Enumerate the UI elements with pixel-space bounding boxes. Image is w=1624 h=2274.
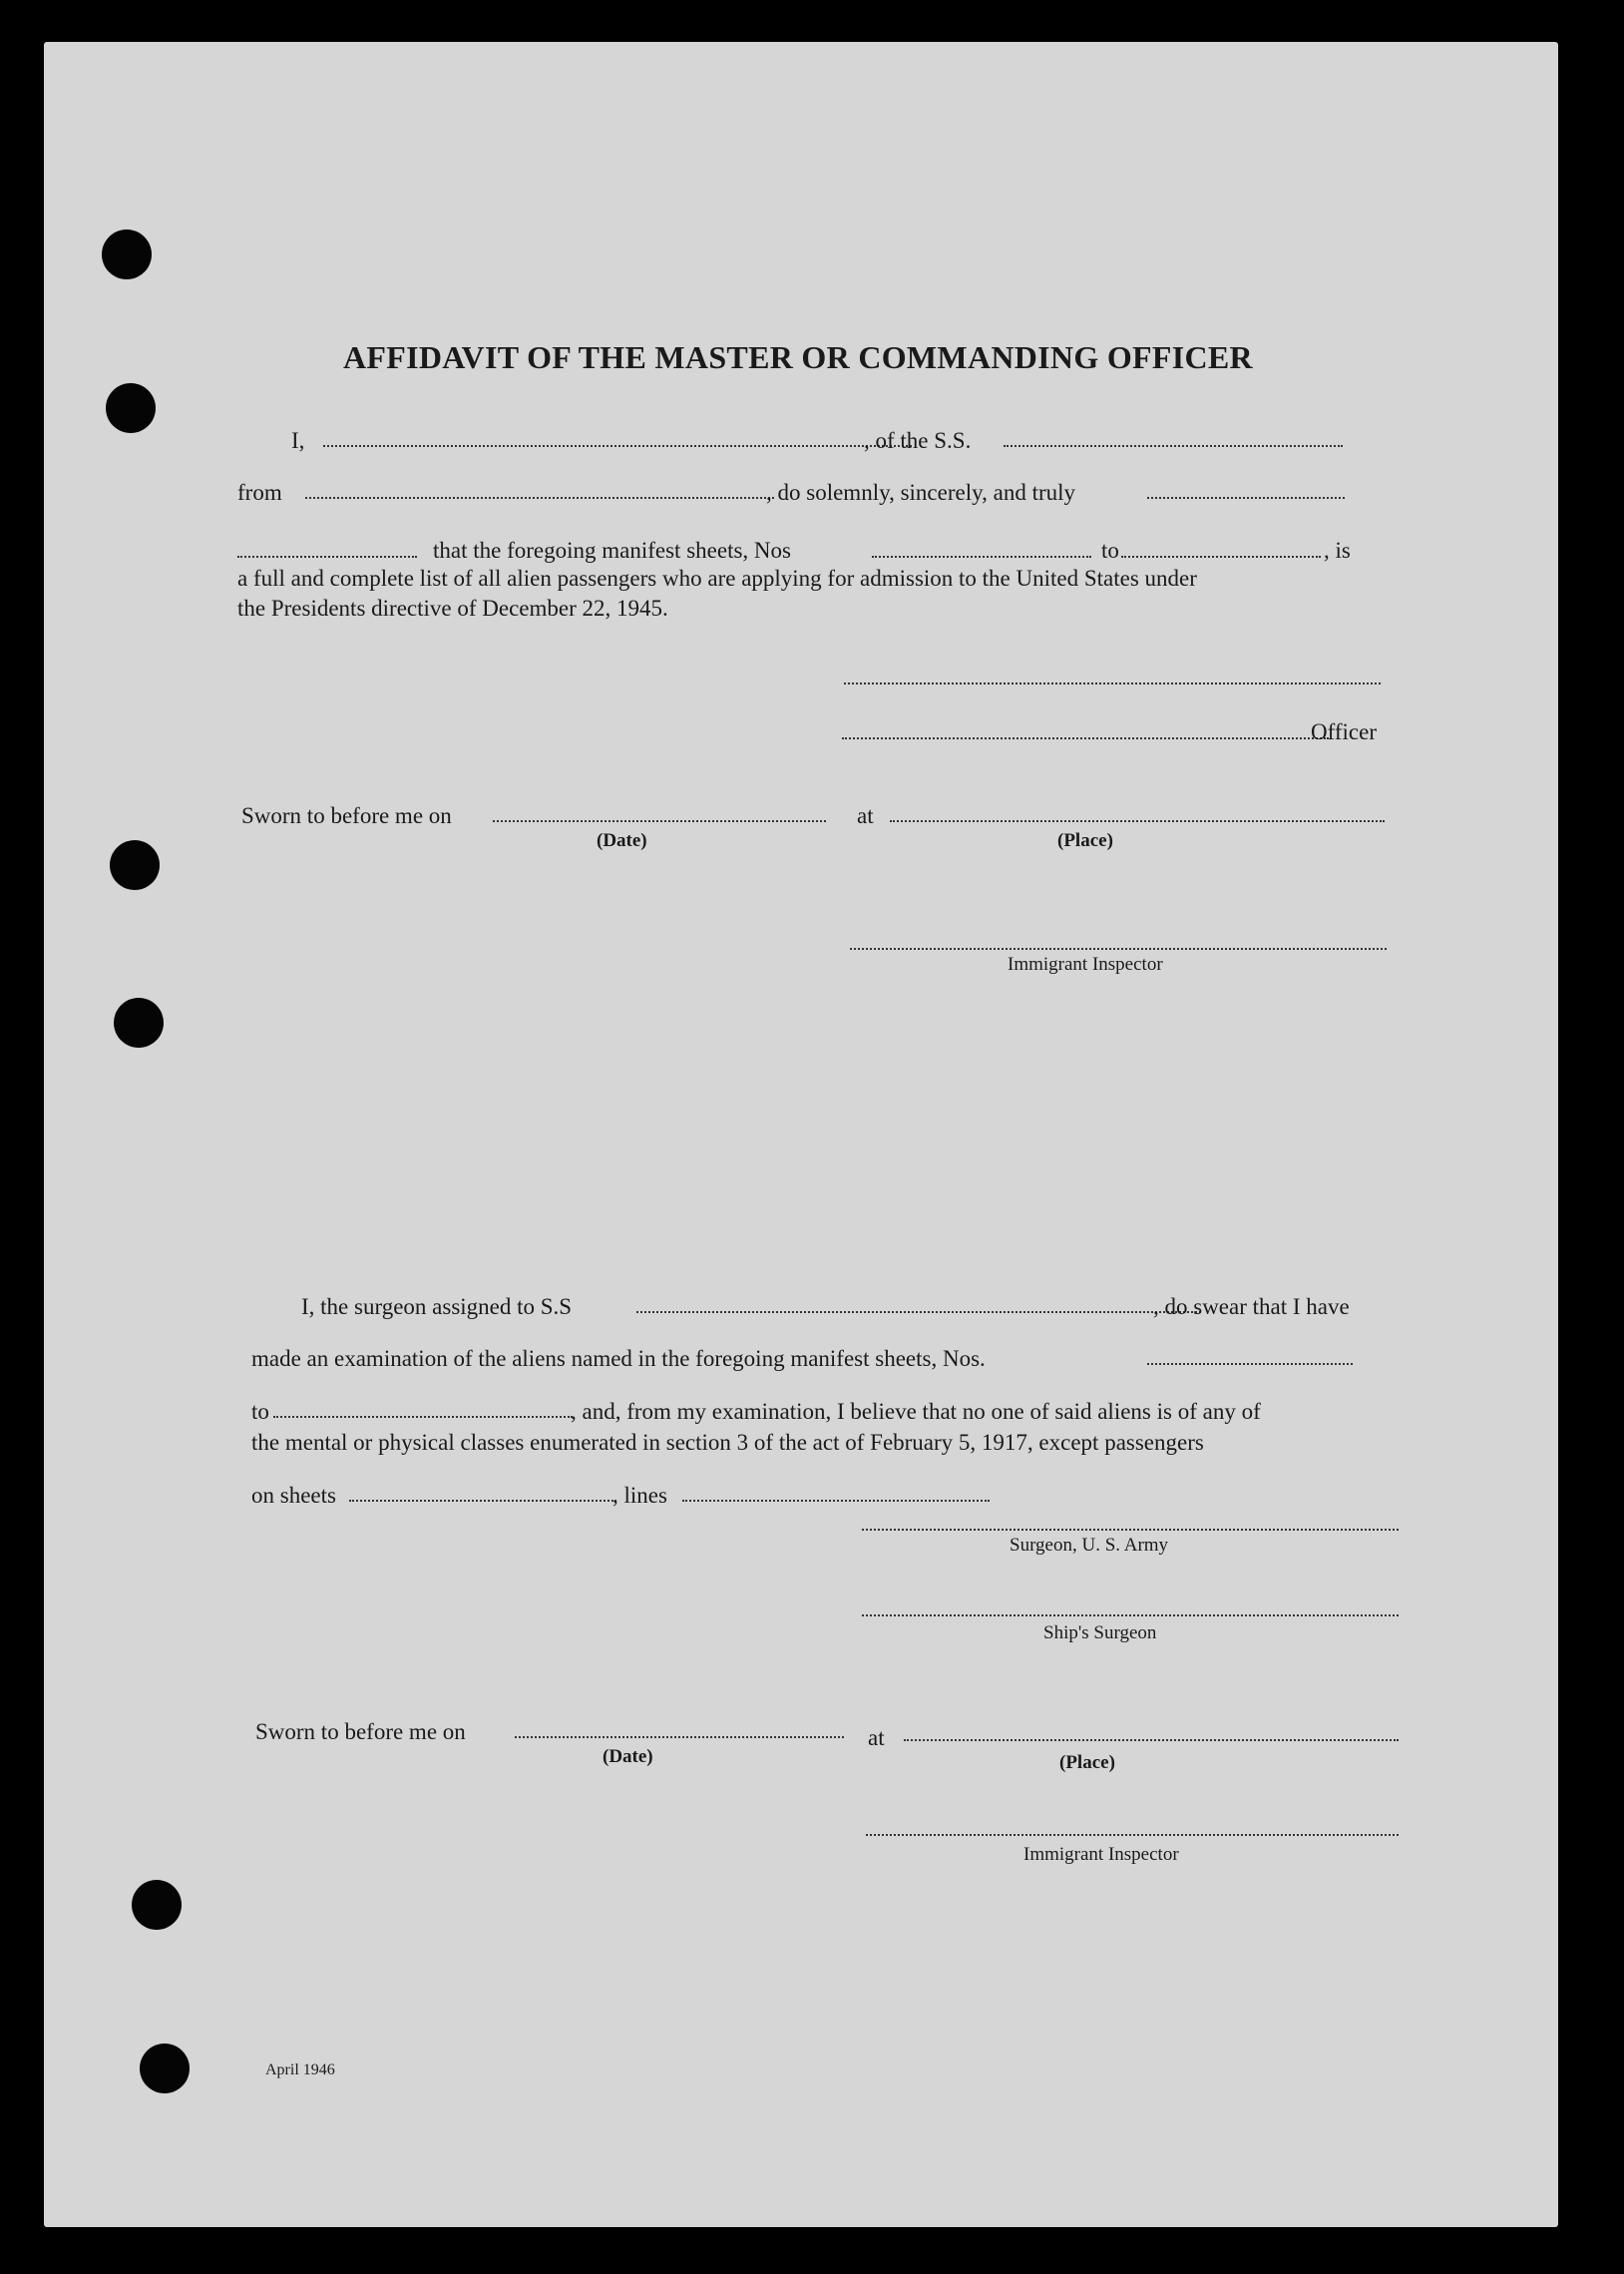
master-of-ss: , of the S.S. xyxy=(864,428,972,453)
form-date: April 1946 xyxy=(265,2061,335,2078)
master-line4: a full and complete list of all alien passengers who are applying for admission to the United States under xyxy=(237,566,1197,591)
master-to: to xyxy=(1101,538,1119,563)
master-date-label: (Date) xyxy=(597,830,647,851)
form-page xyxy=(44,42,1558,2227)
surgeon-ship-field[interactable] xyxy=(636,1311,1201,1313)
officer-signature-field[interactable] xyxy=(842,737,1329,739)
ships-surgeon-label: Ship's Surgeon xyxy=(1043,1622,1157,1643)
master-that: that the foregoing manifest sheets, Nos xyxy=(433,538,791,563)
surgeon-line1-b: , do swear that I have xyxy=(1153,1294,1350,1319)
master-declare-field[interactable] xyxy=(237,556,417,558)
master-is: , is xyxy=(1324,538,1351,563)
master-date-field[interactable] xyxy=(493,820,826,822)
surgeon-line2: made an examination of the aliens named in the foregoing manifest sheets, Nos. xyxy=(251,1346,986,1371)
surgeon-to: to xyxy=(251,1399,269,1424)
surgeon-lines: , lines xyxy=(612,1483,667,1508)
punch-hole xyxy=(110,840,160,890)
surgeon-at: at xyxy=(868,1725,885,1750)
master-solemnly: , do solemnly, sincerely, and truly xyxy=(766,480,1076,505)
punch-hole xyxy=(102,229,152,279)
master-place-label: (Place) xyxy=(1057,830,1113,851)
surgeon-date-label: (Date) xyxy=(603,1746,653,1767)
punch-hole xyxy=(140,2044,190,2093)
master-place-field[interactable] xyxy=(890,820,1385,822)
master-signature-field[interactable] xyxy=(844,682,1381,684)
officer-label: Officer xyxy=(1311,719,1377,744)
surgeon-place-field[interactable] xyxy=(904,1739,1399,1741)
master-to-field[interactable] xyxy=(1121,556,1321,558)
surgeon-inspector-label: Immigrant Inspector xyxy=(1023,1844,1179,1865)
master-swear-field[interactable] xyxy=(1147,497,1345,499)
master-line5: the Presidents directive of December 22, 1945. xyxy=(237,596,668,621)
surgeon-line4: the mental or physical classes enumerated in section 3 of the act of February 5, 1917, except passengers xyxy=(251,1430,1204,1455)
master-i: I, xyxy=(291,428,305,453)
surgeon-nos-field[interactable] xyxy=(1147,1363,1353,1365)
surgeon-inspector-signature-field[interactable] xyxy=(866,1834,1399,1836)
surgeon-line3-rest: , and, from my examination, I believe that no one of said aliens is of any of xyxy=(571,1399,1261,1424)
master-inspector-signature-field[interactable] xyxy=(850,948,1387,950)
form-title: AFFIDAVIT OF THE MASTER OR COMMANDING OFFICER xyxy=(343,339,1253,375)
army-surgeon-label: Surgeon, U. S. Army xyxy=(1010,1535,1169,1556)
master-sworn: Sworn to before me on xyxy=(241,803,452,828)
master-nos-field[interactable] xyxy=(872,556,1091,558)
surgeon-place-label: (Place) xyxy=(1059,1752,1115,1773)
master-inspector-label: Immigrant Inspector xyxy=(1008,954,1163,975)
master-from-field[interactable] xyxy=(305,497,774,499)
surgeon-sheets-field[interactable] xyxy=(349,1500,616,1502)
surgeon-lines-field[interactable] xyxy=(682,1500,990,1502)
master-ship-field[interactable] xyxy=(1004,445,1343,447)
master-from: from xyxy=(237,480,282,505)
surgeon-sheets: on sheets xyxy=(251,1483,336,1508)
punch-hole xyxy=(114,998,164,1048)
master-at: at xyxy=(857,803,874,828)
punch-hole xyxy=(106,383,156,433)
surgeon-to-field[interactable] xyxy=(273,1416,573,1418)
ships-surgeon-signature-field[interactable] xyxy=(862,1614,1399,1616)
surgeon-sworn: Sworn to before me on xyxy=(255,1719,466,1744)
master-name-field[interactable] xyxy=(323,445,912,447)
surgeon-line1-a: I, the surgeon assigned to S.S xyxy=(301,1294,573,1319)
punch-hole xyxy=(132,1880,182,1930)
army-surgeon-signature-field[interactable] xyxy=(862,1529,1399,1531)
surgeon-date-field[interactable] xyxy=(515,1736,844,1738)
